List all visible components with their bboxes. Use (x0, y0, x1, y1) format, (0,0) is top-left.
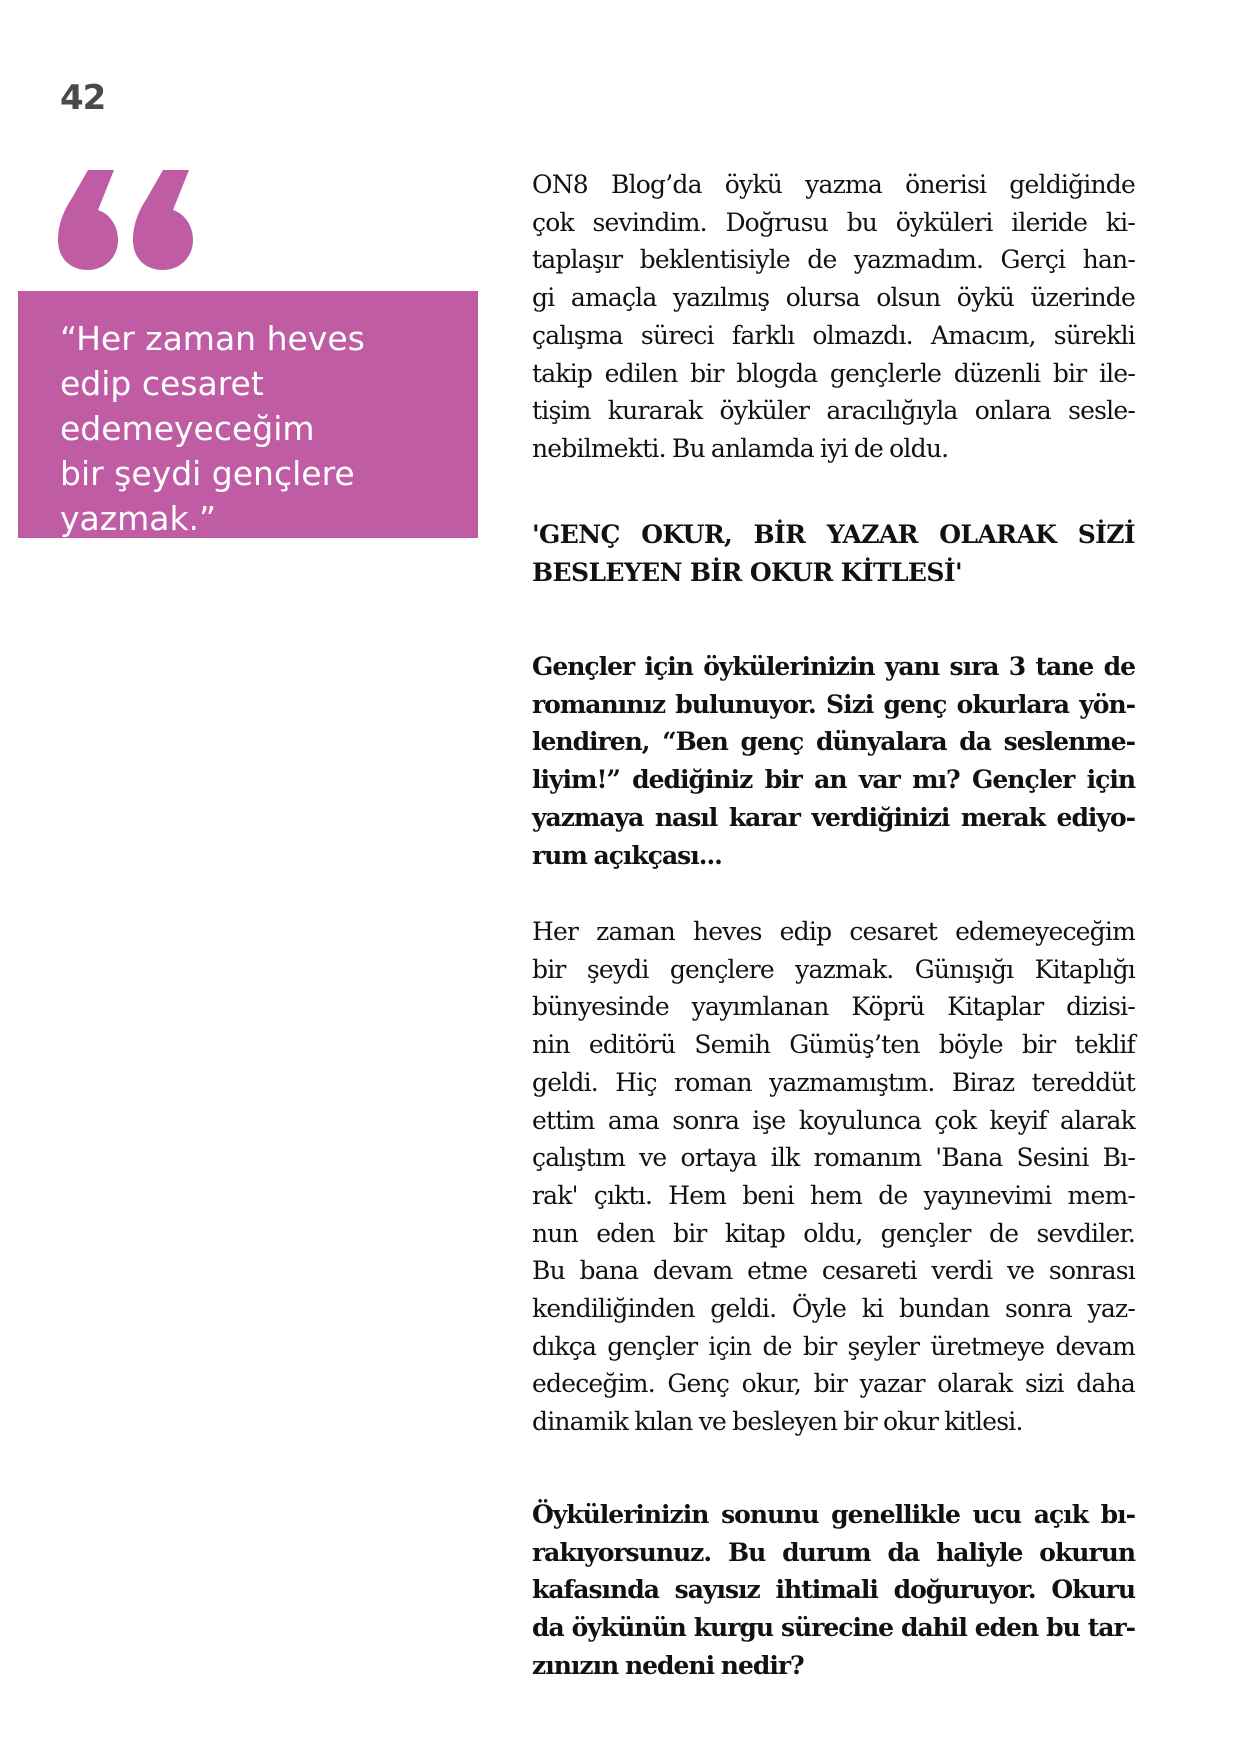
text-line: Öykülerinizin sonunu genellikle ucu açık bı- (532, 1500, 1135, 1529)
text-line: kafasında sayısız ihtimali doğuruyor. Okuru (532, 1575, 1135, 1605)
text-line: Bu bana devam etme cesareti verdi ve sonrası (532, 1256, 1135, 1286)
pull-quote-line: edip cesaret (60, 364, 264, 403)
text-line: gi amaçla yazılmış olursa olsun öykü üzerinde (532, 283, 1135, 313)
section-heading (532, 516, 1135, 591)
pull-quote-line: yazmak.” (60, 499, 217, 538)
pull-quote-line: edemeyeceğim (60, 409, 315, 448)
intro-paragraph (532, 166, 1135, 468)
answer-1 (532, 913, 1135, 1441)
pull-quote-line: bir şeydi gençlere (60, 454, 355, 493)
question-2 (532, 1496, 1135, 1685)
text-line: bünyesinde yayımlanan Köprü Kitaplar dizisi- (532, 992, 1135, 1022)
text-line: rakıyorsunuz. Bu durum da haliyle okurun (532, 1537, 1135, 1567)
text-line: rak' çıktı. Hem beni hem de yayınevimi mem- (532, 1180, 1135, 1210)
text-line: çok sevindim. Doğrusu bu öyküleri ileride ki- (532, 207, 1135, 237)
question-1 (532, 648, 1135, 874)
text-line: dıkça gençler için de bir şeyler üretmeye devam (532, 1331, 1135, 1361)
text-line: Her zaman heves edip cesaret edemeyeceğim (532, 917, 1135, 946)
text-line: çalıştım ve ortaya ilk romanım 'Bana Sesini Bı- (532, 1143, 1135, 1173)
text-line: 'GENÇ OKUR, BİR YAZAR OLARAK SİZİ (532, 520, 1135, 549)
text-line: nin editörü Semih Gümüş’ten böyle bir teklif (532, 1030, 1135, 1060)
pull-quote-line: “Her zaman heves (60, 319, 365, 358)
text-line: da öykünün kurgu sürecine dahil eden bu tar- (532, 1613, 1135, 1643)
text-line: BESLEYEN BİR OKUR KİTLESİ' (532, 557, 962, 587)
text-line: taplaşır beklentisiyle de yazmadım. Gerçi han- (532, 245, 1135, 275)
text-line: liyim!” dediğiniz bir an var mı? Gençler için (532, 765, 1135, 795)
text-line: rum açıkçası... (532, 840, 722, 870)
text-line: zınızın nedeni nedir? (532, 1650, 804, 1680)
text-line: takip edilen bir blogda gençlerle düzenli bir ile- (532, 358, 1135, 388)
text-line: Gençler için öykülerinizin yanı sıra 3 tane de (532, 652, 1135, 681)
text-line: lendiren, “Ben genç dünyalara da seslenme- (532, 727, 1135, 757)
text-line: romanınız bulunuyor. Sizi genç okurlara yön- (532, 689, 1135, 719)
text-line: kendiliğinden geldi. Öyle ki bundan sonra yaz- (532, 1294, 1135, 1324)
text-line: tişim kurarak öyküler aracılığıyla onlara sesle- (532, 396, 1135, 426)
text-line: çalışma süreci farklı olmazdı. Amacım, sürekli (532, 320, 1135, 350)
text-line: ettim ama sonra işe koyulunca çok keyif alarak (532, 1105, 1135, 1135)
text-line: dinamik kılan ve besleyen bir okur kitlesi. (532, 1407, 1023, 1437)
pull-quote-text (60, 316, 470, 541)
text-line: ON8 Blog’da öykü yazma önerisi geldiğinde (532, 170, 1135, 199)
page-number: 42 (60, 78, 106, 118)
text-line: nebilmekti. Bu anlamda iyi de oldu. (532, 433, 949, 463)
text-line: geldi. Hiç roman yazmamıştım. Biraz tereddüt (532, 1067, 1135, 1097)
text-line: yazmaya nasıl karar verdiğinizi merak ediyo- (532, 802, 1135, 832)
text-line: edeceğim. Genç okur, bir yazar olarak sizi daha (532, 1369, 1135, 1399)
opening-quote-icon (58, 170, 193, 270)
text-line: nun eden bir kitap oldu, gençler de sevdiler. (532, 1218, 1135, 1248)
text-line: bir şeydi gençlere yazmak. Günışığı Kitaplığı (532, 954, 1135, 984)
